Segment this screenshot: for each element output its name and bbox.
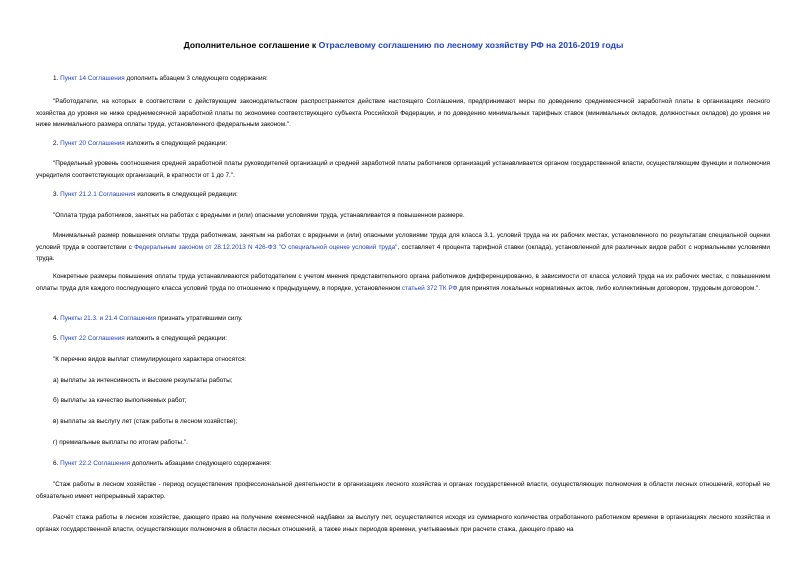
clause-link[interactable]: Пункт 14 Соглашения bbox=[60, 75, 125, 82]
clause-number: 5. bbox=[53, 335, 61, 342]
document-title bbox=[0, 40, 807, 50]
paragraph-1-text bbox=[36, 96, 770, 131]
paragraph-text: "Стаж работы в лесном хозяйстве - период осуществления профессиональной деятельности в организациях лесного хозяйства и органах государственной власти, осуществляющих полномочия в области лесных отношений, который не обязательно имеет непрерывный характер. bbox=[36, 481, 770, 500]
clause-6 bbox=[36, 458, 770, 470]
paragraph-6-tenure bbox=[36, 479, 770, 502]
clause-text: дополнить абзацами следующего содержания: bbox=[130, 460, 272, 467]
list-item-b bbox=[36, 395, 770, 407]
clause-text: изложить в следующей редакции: bbox=[135, 191, 238, 198]
federal-law-link[interactable]: Федеральным законом от 28.12.2013 N 426-ФЗ "О специальной оценке условий труда" bbox=[134, 243, 398, 251]
clause-number: 3. bbox=[53, 191, 61, 198]
clause-2 bbox=[36, 138, 770, 150]
clause-number: 6. bbox=[53, 460, 61, 467]
clause-number: 4. bbox=[53, 315, 61, 322]
paragraph-text: г) премиальные выплаты по итогам работы.". bbox=[53, 439, 188, 446]
paragraph-text: Конкретные размеры повышения оплаты труда устанавливаются работодателем с учетом мнения представительного органа работников дифференцированно, в зависимости от класса условий труда на их рабочих местах, с повышением оплаты труда для каждого последующего класса условий труда по отношению к предыдущему, в порядке, установленном bbox=[36, 273, 770, 292]
clause-link[interactable]: Пункт 21.2.1 Соглашения bbox=[60, 191, 136, 198]
clause-link[interactable]: Пункт 22 Соглашения bbox=[60, 335, 125, 342]
clause-text: изложить в следующей редакции: bbox=[124, 140, 228, 147]
clause-link[interactable]: Пункты 21.3. и 21.4 Соглашения bbox=[60, 315, 157, 322]
paragraph-text: б) выплаты за качество выполняемых работ; bbox=[53, 397, 187, 404]
clause-link[interactable]: Пункт 20 Соглашения bbox=[60, 140, 125, 147]
clause-3 bbox=[36, 189, 770, 201]
paragraph-text: , составляет 4 процента тарифной ставки (оклада), установленной для различных видов работ с нормальными условиями труда. bbox=[36, 243, 770, 263]
paragraph-3-text bbox=[36, 210, 770, 222]
paragraph-text: "К перечню видов выплат стимулирующего характера относятся: bbox=[53, 356, 247, 363]
clause-1 bbox=[36, 73, 770, 85]
paragraph-text: а) выплаты за интенсивность и высокие результаты работы; bbox=[53, 377, 233, 384]
title-prefix: Дополнительное соглашение к bbox=[183, 40, 319, 50]
clause-text: дополнить абзацем 3 следующего содержания: bbox=[124, 75, 268, 82]
paragraph-text: Расчёт стажа работы в лесном хозяйстве, дающего право на получение ежемесячной надбавки за выслугу лет, осуществляется исходя из суммарного количества отработанного работником времени в организациях лесного хозяйства и органах государственной власти, осуществляющих полномочия в области лесных отношений, а также иных периодов времени, учитываемых при расчете стажа, дающего право на bbox=[36, 514, 770, 533]
paragraph-6-calculation bbox=[36, 512, 770, 535]
paragraph-text: Минимальный размер повышения оплаты труда работникам, занятым на работах с вредными и (или) опасными условиями труда для класса 3.1. условий труда на их рабочих местах, установленного по результатам специальной оценки условий труда в соответствии с bbox=[36, 232, 770, 251]
list-intro bbox=[36, 354, 770, 366]
paragraph-3-min-size bbox=[36, 230, 770, 265]
list-item-d bbox=[36, 437, 770, 449]
paragraph-3-specific-size bbox=[36, 271, 770, 294]
clause-number: 2. bbox=[53, 140, 61, 147]
paragraph-2-text bbox=[36, 158, 770, 181]
clause-number: 1. bbox=[53, 75, 61, 82]
agreement-link[interactable]: Отраслевому соглашению по лесному хозяйству РФ на 2016-2019 годы bbox=[318, 40, 624, 50]
paragraph-text: "Предельный уровень соотношения средней заработной платы руководителей организаций и средней заработной платы работников организаций устанавливается органом государственной власти, осуществляющим функции и полномочия учредителя соответствующих организаций, в кратности от 1 до 7.". bbox=[36, 160, 770, 179]
clause-5 bbox=[36, 333, 770, 345]
list-item-c bbox=[36, 416, 770, 428]
paragraph-text: "Оплата труда работников, занятых на работах с вредными и (или) опасными условиями труда, устанавливается в повышенном размере. bbox=[53, 212, 465, 219]
paragraph-text: "Работодатели, на которых в соответствии с действующим законодательством распространяется действие настоящего Соглашения, предпринимают меры по доведению среднемесячной заработной платы в организациях лесного хозяйства до уровня не ниже среднемесячной заработной платы по экономике соответствующего субъекта Российской Федерации, и по доведению минимальных тарифных ставок (минимальных окладов, должностных окладов) до уровня не ниже минимального размера оплаты труда, установленного федеральным законом.". bbox=[36, 98, 770, 129]
clause-text: изложить в следующей редакции: bbox=[124, 335, 228, 342]
list-item-a bbox=[36, 375, 770, 387]
paragraph-text: в) выплаты за выслугу лет (стаж работы в лесном хозяйстве); bbox=[53, 418, 238, 425]
clause-4 bbox=[36, 313, 770, 325]
labor-code-link[interactable]: статьей 372 ТК РФ bbox=[401, 284, 458, 292]
clause-link[interactable]: Пункт 22.2 Соглашения bbox=[60, 460, 131, 467]
paragraph-text: для принятия локальных нормативных актов, либо коллективным договором, трудовым договором.". bbox=[457, 284, 761, 292]
clause-text: признать утратившими силу. bbox=[156, 315, 243, 322]
